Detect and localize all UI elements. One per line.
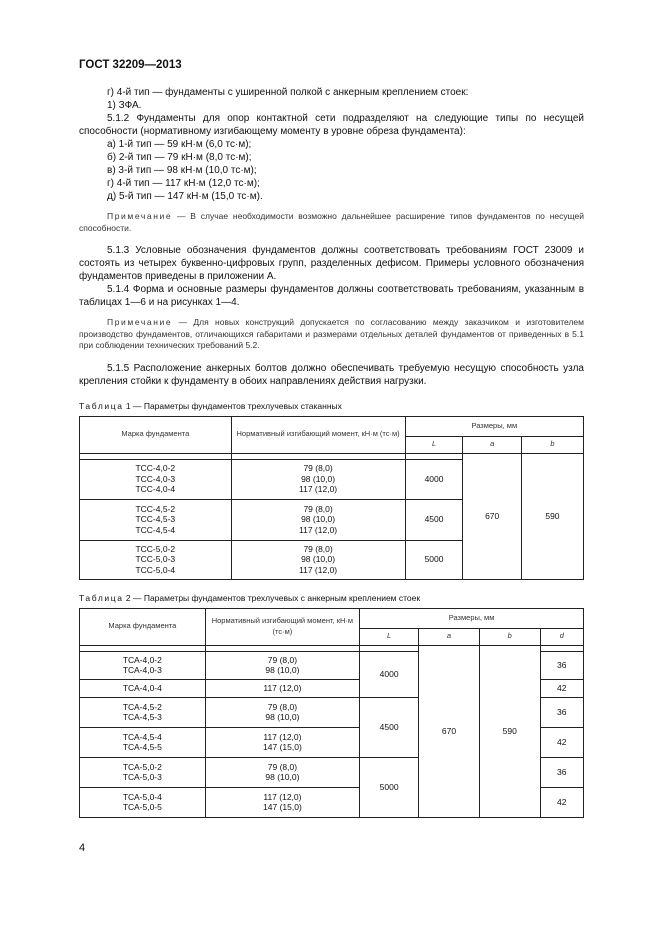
list-item: д) 5-й тип — 147 кН·м (15,0 тс·м). — [107, 191, 263, 202]
paragraph-type4: г) 4-й тип — фундаменты с уширенной полкой с анкерным креплением стоек: — [107, 87, 469, 98]
table2-d-value: 36 — [540, 757, 583, 787]
paragraph-5-1-5: 5.1.5 Расположение анкерных болтов должно обеспечивать требуемую несущую способность узла крепления стойки к фундаменту в обоих направлениях действия нагрузки. — [79, 362, 584, 387]
table1-marks: ТСС-5,0-2 ТСС-5,0-3 ТСС-5,0-4 — [80, 540, 232, 579]
document-body — [79, 86, 584, 818]
table1-moments: 79 (8,0) 98 (10,0) 117 (12,0) — [231, 499, 405, 540]
table1-moments: 79 (8,0) 98 (10,0) 117 (12,0) — [231, 540, 405, 579]
note-label: Примечание — [107, 211, 173, 221]
document-header: ГОСТ 32209—2013 — [79, 59, 182, 71]
note-2 — [79, 317, 584, 352]
table1-L-value: 4000 — [405, 459, 463, 499]
table1-L-value: 4500 — [405, 499, 463, 540]
table1-b-value: 590 — [521, 453, 583, 579]
table2-L-value: 4500 — [360, 697, 419, 757]
table2-header-a: a — [419, 628, 480, 645]
list-item: г) 4-й тип — 117 кН·м (12,0 тс·м); — [107, 178, 260, 189]
table-label: Таблица — [79, 592, 124, 603]
table2-header-sizes: Размеры, мм — [360, 608, 584, 628]
table1-marks: ТСС-4,0-2 ТСС-4,0-3 ТСС-4,0-4 — [80, 459, 232, 499]
table2-caption — [79, 593, 584, 604]
table2-header-moment: Нормативный изгибающий момент, кН·м (тс·м) — [205, 608, 359, 645]
table2-b-value: 590 — [479, 645, 540, 817]
table2-marks: ТСА-5,0-4 ТСА-5,0-5 — [80, 787, 206, 817]
table2-moments: 79 (8,0) 98 (10,0) — [205, 757, 359, 787]
table2-L-value: 5000 — [360, 757, 419, 817]
note-text: — Для новых конструкций допускается по согласованию между заказчиком и изготовителем производство фундаментов, отличающихся габаритами и размерами отдельных деталей фундаментов от приведенных в 5.1 при соблюдении технических требований 5.2. — [79, 317, 584, 350]
table2-marks: ТСА-5,0-2 ТСА-5,0-3 — [80, 757, 206, 787]
table2-d-value: 42 — [540, 787, 583, 817]
list-item: б) 2-й тип — 79 кН·м (8,0 тс·м); — [107, 152, 252, 163]
table2-d-value: 42 — [540, 679, 583, 697]
table1-header-sizes: Размеры, мм — [405, 416, 583, 436]
table1-marks: ТСС-4,5-2 ТСС-4,5-3 ТСС-4,5-4 — [80, 499, 232, 540]
table2-header-b: b — [479, 628, 540, 645]
table-caption-text: 1 — Параметры фундаментов трехлучевых стаканных — [123, 400, 342, 411]
table2-header-mark: Марка фундамента — [80, 608, 206, 645]
table-label: Таблица — [79, 400, 124, 411]
table2-d-value: 42 — [540, 727, 583, 757]
table1-header-L: L — [405, 436, 463, 453]
table2 — [79, 608, 584, 818]
note-label: Примечание — [107, 317, 173, 327]
page-number: 4 — [79, 842, 86, 854]
table2-d-value: 36 — [540, 651, 583, 679]
table2-L-value: 4000 — [360, 651, 419, 697]
table1-a-value: 670 — [463, 453, 521, 579]
table1-caption — [79, 401, 584, 412]
table1-moments: 79 (8,0) 98 (10,0) 117 (12,0) — [231, 459, 405, 499]
table2-marks: ТСА-4,5-4 ТСА-4,5-5 — [80, 727, 206, 757]
note-text: — В случае необходимости возможно дальнейшее расширение типов фундаментов по несущей способности. — [79, 211, 584, 233]
table2-marks: ТСА-4,5-2 ТСА-4,5-3 — [80, 697, 206, 727]
note-1 — [79, 211, 584, 234]
table2-marks: ТСА-4,0-2 ТСА-4,0-3 — [80, 651, 206, 679]
table2-moments: 117 (12,0) — [205, 679, 359, 697]
paragraph-zfa: 1) ЗФА. — [107, 100, 142, 111]
paragraph-5-1-3: 5.1.3 Условные обозначения фундаментов должны соответствовать требованиям ГОСТ 23009 и состоять из четырех буквенно-цифровых групп, разделенных дефисом. Примеры условного обозначения фундаментов приведены в приложении А. — [79, 245, 584, 282]
table2-moments: 117 (12,0) 147 (15,0) — [205, 787, 359, 817]
table2-header-L: L — [360, 628, 419, 645]
table1 — [79, 416, 584, 580]
table2-header-d: d — [540, 628, 583, 645]
paragraph-5-1-4: 5.1.4 Форма и основные размеры фундаментов должны соответствовать требованиям, указанным в таблицах 1—6 и на рисунках 1—4. — [79, 284, 584, 308]
list-item: а) 1-й тип — 59 кН·м (6,0 тс·м); — [107, 139, 252, 150]
table2-moments: 79 (8,0) 98 (10,0) — [205, 697, 359, 727]
table2-d-value: 36 — [540, 697, 583, 727]
table1-header-moment: Нормативный изгибающий момент, кН·м (тс·м) — [231, 416, 405, 453]
table1-header-a: a — [463, 436, 521, 453]
table2-a-value: 670 — [419, 645, 480, 817]
table1-header-b: b — [521, 436, 583, 453]
paragraph-5-1-2: 5.1.2 Фундаменты для опор контактной сети подразделяют на следующие типы по несущей способности (нормативному изгибающему моменту в уровне обреза фундамента): — [79, 113, 584, 137]
table2-marks: ТСА-4,0-4 — [80, 679, 206, 697]
table1-header-mark: Марка фундамента — [80, 416, 232, 453]
table2-moments: 79 (8,0) 98 (10,0) — [205, 651, 359, 679]
table1-L-value: 5000 — [405, 540, 463, 579]
list-item: в) 3-й тип — 98 кН·м (10,0 тс·м); — [107, 165, 257, 176]
table2-moments: 117 (12,0) 147 (15,0) — [205, 727, 359, 757]
table-caption-text: 2 — Параметры фундаментов трехлучевых с анкерным креплением стоек — [123, 592, 421, 603]
